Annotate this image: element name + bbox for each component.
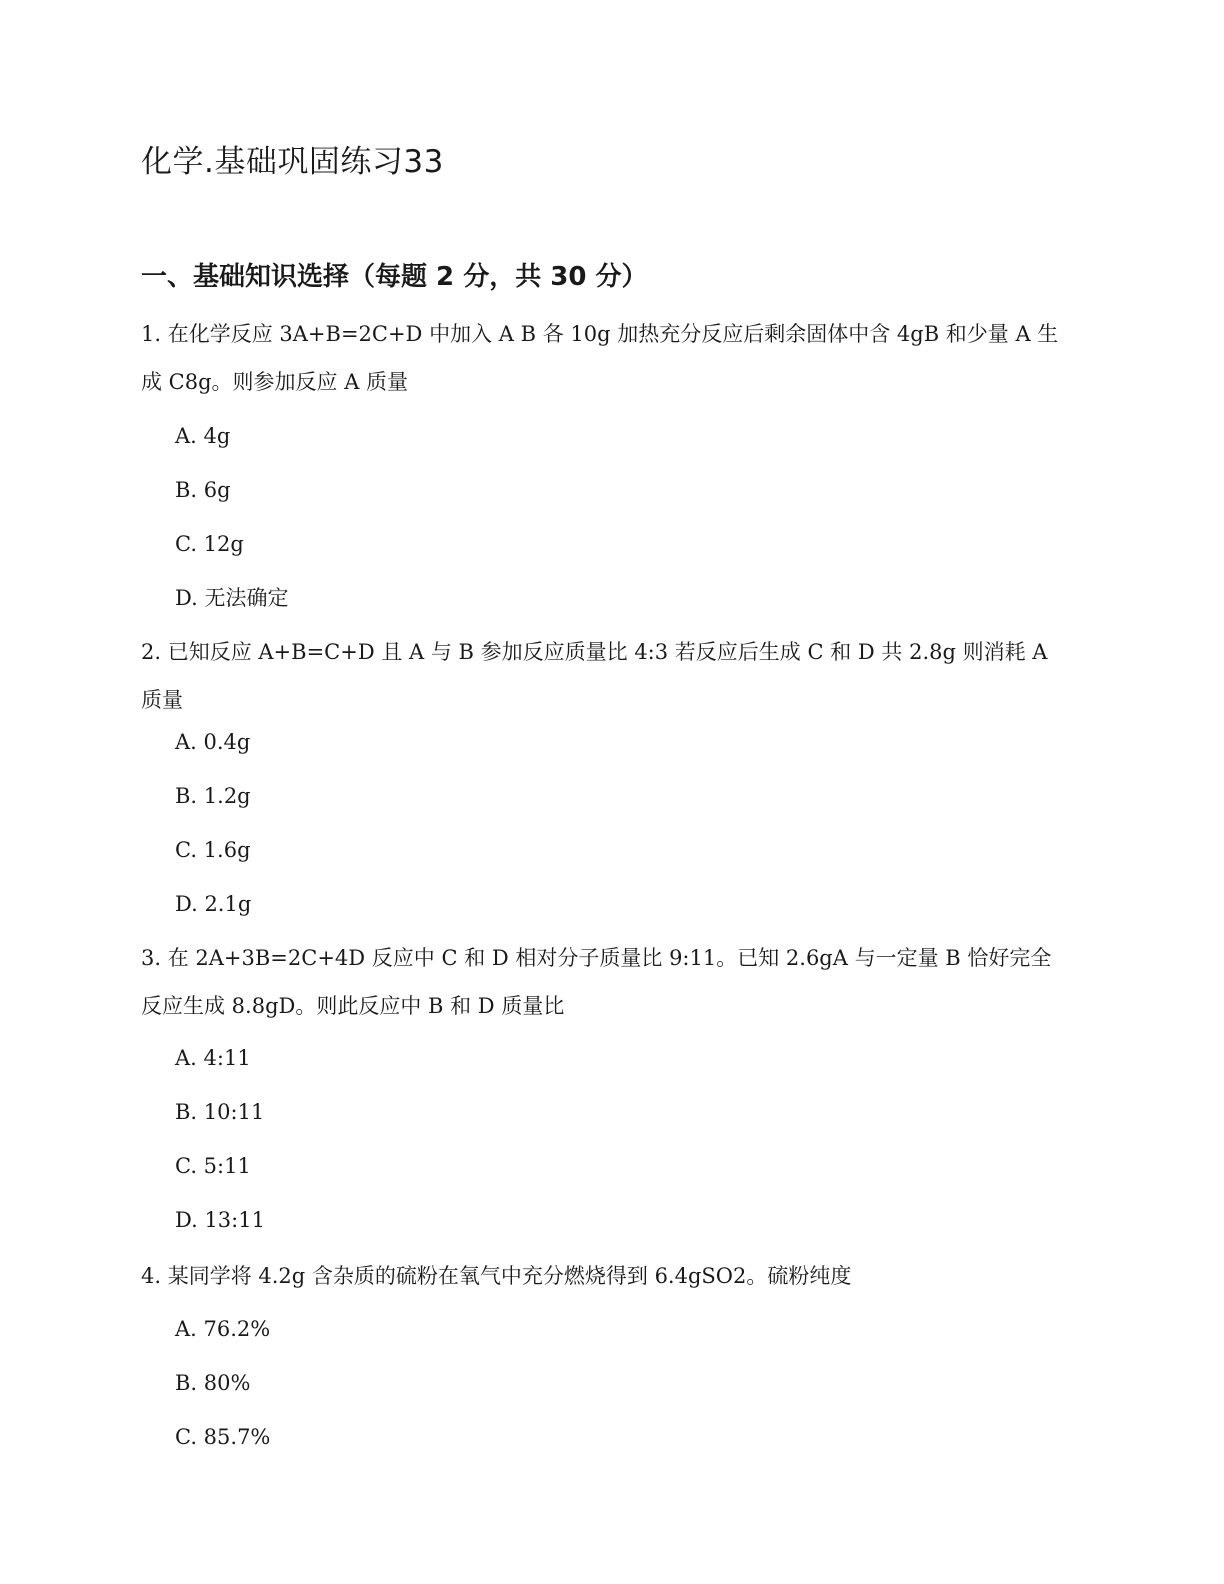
- document-title: 化学.基础巩固练习33: [141, 144, 444, 180]
- question-1-option-c: C. 12g: [175, 532, 244, 556]
- question-1-option-b: B. 6g: [175, 478, 231, 502]
- question-2-option-c: C. 1.6g: [175, 838, 251, 862]
- question-1-option-a: A. 4g: [175, 424, 231, 448]
- question-3-stem: 3. 在 2A+3B=2C+4D 反应中 C 和 D 相对分子质量比 9:11。已知 2.6gA 与一定量 B 恰好完全反应生成 8.8gD。则此反应中 B 和 D 质量比: [141, 946, 1052, 1018]
- question-2-stem: 2. 已知反应 A+B=C+D 且 A 与 B 参加反应质量比 4:3 若反应后生成 C 和 D 共 2.8g 则消耗 A 质量: [141, 640, 1048, 712]
- question-2-option-b: B. 1.2g: [175, 784, 251, 808]
- question-3-option-a: A. 4:11: [175, 1046, 251, 1070]
- question-1-option-d: D. 无法确定: [175, 586, 289, 610]
- question-3-option-c: C. 5:11: [175, 1154, 251, 1178]
- question-4-option-b: B. 80%: [175, 1371, 251, 1395]
- question-3-option-b: B. 10:11: [175, 1100, 265, 1124]
- question-4-option-a: A. 76.2%: [175, 1317, 271, 1341]
- question-1-stem: 1. 在化学反应 3A+B=2C+D 中加入 A B 各 10g 加热充分反应后剩余固体中含 4gB 和少量 A 生成 C8g。则参加反应 A 质量: [141, 322, 1059, 394]
- question-4-option-c: C. 85.7%: [175, 1425, 271, 1449]
- question-3-option-d: D. 13:11: [175, 1208, 265, 1232]
- section-heading: 一、基础知识选择（每题 2 分，共 30 分）: [141, 262, 648, 292]
- question-2-option-a: A. 0.4g: [175, 730, 251, 754]
- question-2-option-d: D. 2.1g: [175, 892, 252, 916]
- question-4-stem: 4. 某同学将 4.2g 含杂质的硫粉在氧气中充分燃烧得到 6.4gSO2。硫粉纯度: [141, 1264, 852, 1288]
